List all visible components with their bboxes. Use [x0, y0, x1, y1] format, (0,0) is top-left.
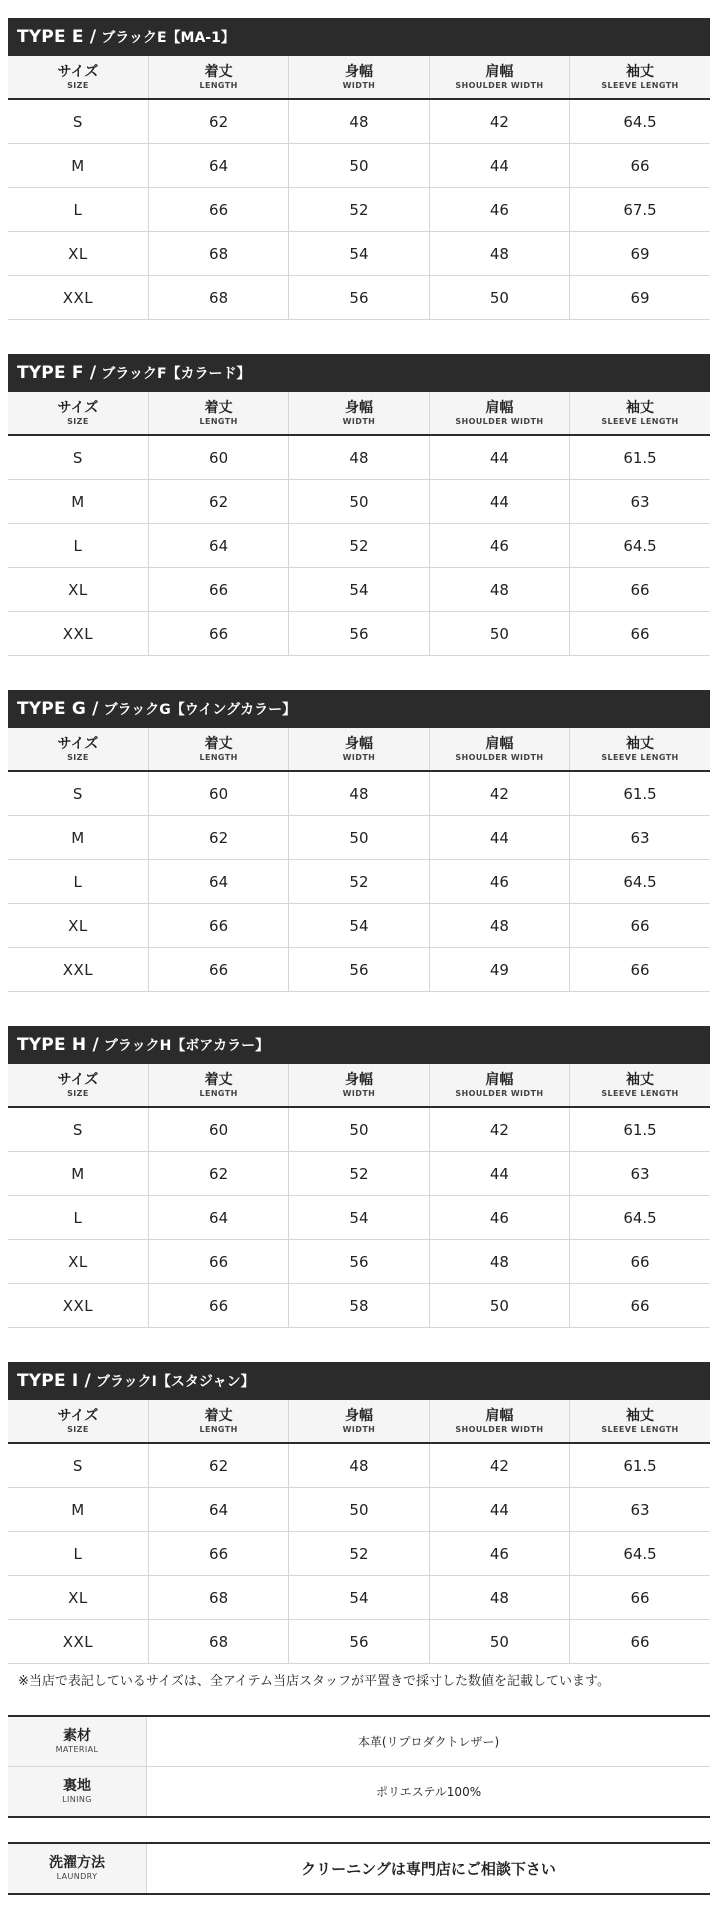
measurement-cell: 60 [148, 435, 288, 480]
table-row [8, 771, 710, 816]
measurement-cell: 66 [148, 1240, 288, 1284]
size-cell: XL [8, 1240, 148, 1284]
column-header-en: SHOULDER WIDTH [455, 416, 544, 426]
column-header-en: SLEEVE LENGTH [601, 1088, 679, 1098]
column-header [570, 1400, 710, 1443]
measurement-cell: 50 [429, 1284, 569, 1328]
column-header-jp: 袖丈 [626, 735, 655, 752]
measurement-cell: 48 [429, 232, 569, 276]
measurement-cell: 60 [148, 1107, 288, 1152]
table-row [8, 144, 710, 188]
measurement-cell: 64.5 [570, 524, 710, 568]
measurement-cell: 50 [289, 1488, 429, 1532]
table-type-label: TYPE I / [17, 1371, 91, 1391]
column-header-en: SLEEVE LENGTH [601, 1424, 679, 1434]
column-header-jp: 肩幅 [485, 63, 514, 80]
measurement-cell: 54 [289, 1576, 429, 1620]
column-header-jp: 着丈 [204, 1407, 233, 1424]
measurement-cell: 67.5 [570, 188, 710, 232]
column-header [289, 1064, 429, 1107]
measurement-cell: 64.5 [570, 860, 710, 904]
column-header [570, 56, 710, 99]
measurement-cell: 48 [429, 904, 569, 948]
column-header-en: SLEEVE LENGTH [601, 416, 679, 426]
measurement-cell: 62 [148, 480, 288, 524]
measurement-cell: 64.5 [570, 99, 710, 144]
column-header [8, 1400, 148, 1443]
measurement-cell: 61.5 [570, 1107, 710, 1152]
size-cell: L [8, 860, 148, 904]
size-table-block [8, 18, 710, 320]
column-header-jp: 身幅 [344, 1407, 373, 1424]
column-header-en: LENGTH [199, 752, 238, 762]
measurement-cell: 62 [148, 1152, 288, 1196]
column-header-jp: 身幅 [344, 63, 373, 80]
size-table [8, 728, 710, 992]
table-row [8, 816, 710, 860]
table-header-row [8, 1064, 710, 1107]
measurement-cell: 66 [570, 1240, 710, 1284]
size-cell: XXL [8, 948, 148, 992]
measurement-cell: 52 [289, 1152, 429, 1196]
column-header-en: SIZE [67, 1088, 89, 1098]
size-cell: XXL [8, 612, 148, 656]
measurement-cell: 66 [148, 568, 288, 612]
measurement-cell: 50 [429, 1620, 569, 1664]
measurement-cell: 64 [148, 524, 288, 568]
table-product-name: ブラックF【カラード】 [101, 366, 251, 382]
measurement-cell: 48 [289, 99, 429, 144]
laundry-label [8, 1844, 147, 1893]
column-header-en: LENGTH [199, 80, 238, 90]
table-row [8, 188, 710, 232]
measurement-cell: 42 [429, 99, 569, 144]
column-header-en: WIDTH [342, 1424, 376, 1434]
column-header [148, 1400, 288, 1443]
column-header-jp: 肩幅 [485, 1071, 514, 1088]
measurement-cell: 50 [289, 1107, 429, 1152]
measurement-cell: 66 [570, 144, 710, 188]
size-cell: XXL [8, 1284, 148, 1328]
size-table-block [8, 1362, 710, 1664]
measurement-cell: 66 [570, 568, 710, 612]
table-row [8, 524, 710, 568]
measurement-cell: 50 [289, 480, 429, 524]
size-cell: L [8, 1196, 148, 1240]
measurement-cell: 52 [289, 1532, 429, 1576]
measurement-cell: 64 [148, 1488, 288, 1532]
column-header-en: SHOULDER WIDTH [455, 80, 544, 90]
measurement-cell: 66 [570, 1620, 710, 1664]
measurement-cell: 64 [148, 144, 288, 188]
size-cell: XXL [8, 1620, 148, 1664]
size-table [8, 1064, 710, 1328]
column-header-en: LENGTH [199, 416, 238, 426]
column-header-en: WIDTH [342, 80, 376, 90]
column-header-jp: 着丈 [204, 1071, 233, 1088]
measurement-cell: 66 [148, 612, 288, 656]
column-header-jp: 着丈 [204, 63, 233, 80]
table-header-row [8, 1400, 710, 1443]
measurement-cell: 61.5 [570, 1443, 710, 1488]
column-header-jp: サイズ [57, 63, 99, 80]
measurement-cell: 44 [429, 1152, 569, 1196]
column-header-jp: サイズ [57, 1071, 99, 1088]
measurement-cell: 58 [289, 1284, 429, 1328]
size-cell: L [8, 524, 148, 568]
column-header [289, 56, 429, 99]
measurement-cell: 63 [570, 816, 710, 860]
size-cell: L [8, 188, 148, 232]
column-header-en: WIDTH [342, 416, 376, 426]
measurement-cell: 48 [289, 771, 429, 816]
measurement-cell: 48 [429, 1240, 569, 1284]
table-row [8, 232, 710, 276]
measurement-cell: 52 [289, 524, 429, 568]
table-row [8, 1284, 710, 1328]
material-info-table [8, 1715, 710, 1818]
column-header-jp: 身幅 [344, 399, 373, 416]
table-product-name: ブラックG【ウイングカラー】 [103, 702, 297, 718]
size-cell: M [8, 144, 148, 188]
column-header [8, 392, 148, 435]
measurement-cell: 64 [148, 1196, 288, 1240]
table-type-label: TYPE F / [17, 363, 97, 383]
column-header-jp: 身幅 [344, 1071, 373, 1088]
table-type-label: TYPE H / [17, 1035, 99, 1055]
table-row [8, 1620, 710, 1664]
table-row [8, 1107, 710, 1152]
table-row [8, 948, 710, 992]
measurement-cell: 54 [289, 568, 429, 612]
column-header [570, 1064, 710, 1107]
column-header [289, 392, 429, 435]
measurement-cell: 66 [148, 948, 288, 992]
size-cell: S [8, 99, 148, 144]
material-row [8, 1717, 710, 1766]
laundry-value: クリーニングは専門店にご相談下さい [301, 1860, 556, 1878]
column-header-jp: 袖丈 [626, 1071, 655, 1088]
column-header-jp: 袖丈 [626, 63, 655, 80]
table-product-name: ブラックH【ボアカラー】 [103, 1038, 270, 1054]
measurement-cell: 68 [148, 232, 288, 276]
measurement-cell: 42 [429, 1107, 569, 1152]
table-row [8, 904, 710, 948]
measurement-cell: 62 [148, 99, 288, 144]
size-cell: M [8, 1488, 148, 1532]
column-header-en: SLEEVE LENGTH [601, 752, 679, 762]
measurement-cell: 66 [570, 612, 710, 656]
table-row [8, 1576, 710, 1620]
material-label-jp: 素材 [63, 1728, 91, 1744]
lining-value: ポリエステル100% [375, 1785, 482, 1799]
measurement-cell: 46 [429, 524, 569, 568]
column-header-en: LENGTH [199, 1424, 238, 1434]
table-row [8, 568, 710, 612]
column-header-jp: 肩幅 [485, 735, 514, 752]
measurement-cell: 44 [429, 144, 569, 188]
table-type-label: TYPE G / [17, 699, 99, 719]
size-table-block [8, 354, 710, 656]
laundry-label-en: LAUNDRY [56, 1872, 98, 1881]
table-product-name: ブラックE【MA-1】 [101, 30, 235, 46]
measurement-cell: 64.5 [570, 1532, 710, 1576]
table-row [8, 1532, 710, 1576]
table-row [8, 276, 710, 320]
measurement-cell: 48 [289, 435, 429, 480]
table-row [8, 1152, 710, 1196]
size-cell: S [8, 771, 148, 816]
column-header [8, 56, 148, 99]
measurement-cell: 66 [570, 1284, 710, 1328]
table-header-row [8, 392, 710, 435]
measurement-cell: 52 [289, 188, 429, 232]
measurement-cell: 46 [429, 1196, 569, 1240]
column-header [8, 1064, 148, 1107]
column-header-en: SIZE [67, 80, 89, 90]
table-row [8, 1488, 710, 1532]
lining-label-jp: 裏地 [63, 1778, 91, 1794]
measurement-cell: 66 [148, 1284, 288, 1328]
table-header-row [8, 728, 710, 771]
measurement-cell: 56 [289, 276, 429, 320]
measurement-cell: 50 [289, 144, 429, 188]
column-header-en: SHOULDER WIDTH [455, 1088, 544, 1098]
measurement-cell: 66 [570, 904, 710, 948]
size-cell: L [8, 1532, 148, 1576]
table-row [8, 612, 710, 656]
table-row [8, 435, 710, 480]
size-cell: M [8, 1152, 148, 1196]
measurement-cell: 63 [570, 480, 710, 524]
lining-row [8, 1766, 710, 1816]
measurement-cell: 44 [429, 480, 569, 524]
measurement-cell: 52 [289, 860, 429, 904]
measurement-cell: 44 [429, 1488, 569, 1532]
measurement-cell: 54 [289, 904, 429, 948]
measurement-cell: 69 [570, 232, 710, 276]
measurement-cell: 68 [148, 1576, 288, 1620]
measurement-cell: 61.5 [570, 771, 710, 816]
material-label-en: MATERIAL [55, 1745, 99, 1754]
column-header [429, 728, 569, 771]
measurement-cell: 46 [429, 188, 569, 232]
size-table-block [8, 1026, 710, 1328]
lining-label [8, 1767, 147, 1816]
measurement-cell: 66 [148, 1532, 288, 1576]
laundry-row [8, 1844, 710, 1893]
table-row [8, 99, 710, 144]
measurement-cell: 66 [148, 904, 288, 948]
column-header-en: WIDTH [342, 1088, 376, 1098]
measurement-cell: 63 [570, 1488, 710, 1532]
measurement-cell: 48 [289, 1443, 429, 1488]
size-note: ※当店で表記しているサイズは、全アイテム当店スタッフが平置きで採寸した数値を記載しています。 [18, 1674, 610, 1689]
measurement-cell: 54 [289, 232, 429, 276]
column-header-en: LENGTH [199, 1088, 238, 1098]
measurement-cell: 56 [289, 612, 429, 656]
table-title-bar [8, 18, 710, 56]
table-row [8, 1196, 710, 1240]
column-header-jp: 袖丈 [626, 399, 655, 416]
measurement-cell: 54 [289, 1196, 429, 1240]
measurement-cell: 64 [148, 860, 288, 904]
size-cell: S [8, 435, 148, 480]
column-header [289, 1400, 429, 1443]
column-header [429, 1064, 569, 1107]
material-label [8, 1717, 147, 1766]
size-cell: S [8, 1107, 148, 1152]
measurement-cell: 61.5 [570, 435, 710, 480]
column-header-jp: サイズ [57, 735, 99, 752]
measurement-cell: 50 [289, 816, 429, 860]
measurement-cell: 56 [289, 948, 429, 992]
measurement-cell: 62 [148, 1443, 288, 1488]
column-header-jp: 袖丈 [626, 1407, 655, 1424]
measurement-cell: 56 [289, 1240, 429, 1284]
measurement-cell: 48 [429, 1576, 569, 1620]
size-cell: XL [8, 904, 148, 948]
table-title-bar [8, 354, 710, 392]
measurement-cell: 66 [148, 188, 288, 232]
column-header-jp: 肩幅 [485, 399, 514, 416]
table-row [8, 860, 710, 904]
column-header [148, 56, 288, 99]
column-header [148, 728, 288, 771]
column-header [570, 728, 710, 771]
measurement-cell: 63 [570, 1152, 710, 1196]
material-value: 本革(リプロダクトレザー) [357, 1735, 500, 1749]
measurement-cell: 50 [429, 276, 569, 320]
lining-label-en: LINING [62, 1795, 92, 1804]
size-cell: S [8, 1443, 148, 1488]
size-table [8, 1400, 710, 1664]
size-cell: XL [8, 568, 148, 612]
size-cell: XL [8, 1576, 148, 1620]
size-cell: XXL [8, 276, 148, 320]
column-header-en: SIZE [67, 752, 89, 762]
laundry-label-jp: 洗濯方法 [49, 1855, 105, 1871]
measurement-cell: 44 [429, 435, 569, 480]
column-header-en: SIZE [67, 416, 89, 426]
size-cell: M [8, 480, 148, 524]
measurement-cell: 66 [570, 1576, 710, 1620]
column-header-jp: 着丈 [204, 735, 233, 752]
size-table-block [8, 690, 710, 992]
laundry-info-table [8, 1842, 710, 1895]
column-header [429, 392, 569, 435]
measurement-cell: 44 [429, 816, 569, 860]
measurement-cell: 48 [429, 568, 569, 612]
table-title-bar [8, 690, 710, 728]
measurement-cell: 42 [429, 1443, 569, 1488]
measurement-cell: 56 [289, 1620, 429, 1664]
table-title-bar [8, 1026, 710, 1064]
size-cell: XL [8, 232, 148, 276]
measurement-cell: 49 [429, 948, 569, 992]
measurement-cell: 68 [148, 1620, 288, 1664]
column-header-en: SHOULDER WIDTH [455, 1424, 544, 1434]
measurement-cell: 50 [429, 612, 569, 656]
column-header-jp: 着丈 [204, 399, 233, 416]
column-header [8, 728, 148, 771]
measurement-cell: 64.5 [570, 1196, 710, 1240]
column-header-en: SLEEVE LENGTH [601, 80, 679, 90]
column-header-en: WIDTH [342, 752, 376, 762]
column-header-jp: サイズ [57, 1407, 99, 1424]
table-row [8, 1240, 710, 1284]
table-row [8, 480, 710, 524]
measurement-cell: 46 [429, 860, 569, 904]
table-title-bar [8, 1362, 710, 1400]
measurement-cell: 46 [429, 1532, 569, 1576]
column-header [148, 392, 288, 435]
column-header-jp: 身幅 [344, 735, 373, 752]
table-row [8, 1443, 710, 1488]
measurement-cell: 69 [570, 276, 710, 320]
column-header-jp: 肩幅 [485, 1407, 514, 1424]
column-header-jp: サイズ [57, 399, 99, 416]
table-product-name: ブラックI【スタジャン】 [95, 1374, 255, 1390]
size-cell: M [8, 816, 148, 860]
measurement-cell: 68 [148, 276, 288, 320]
measurement-cell: 60 [148, 771, 288, 816]
column-header-en: SHOULDER WIDTH [455, 752, 544, 762]
column-header [429, 1400, 569, 1443]
measurement-cell: 42 [429, 771, 569, 816]
column-header-en: SIZE [67, 1424, 89, 1434]
column-header [289, 728, 429, 771]
column-header [429, 56, 569, 99]
size-table [8, 392, 710, 656]
table-header-row [8, 56, 710, 99]
measurement-cell: 66 [570, 948, 710, 992]
table-type-label: TYPE E / [17, 27, 97, 47]
size-table [8, 56, 710, 320]
column-header [148, 1064, 288, 1107]
measurement-cell: 62 [148, 816, 288, 860]
column-header [570, 392, 710, 435]
